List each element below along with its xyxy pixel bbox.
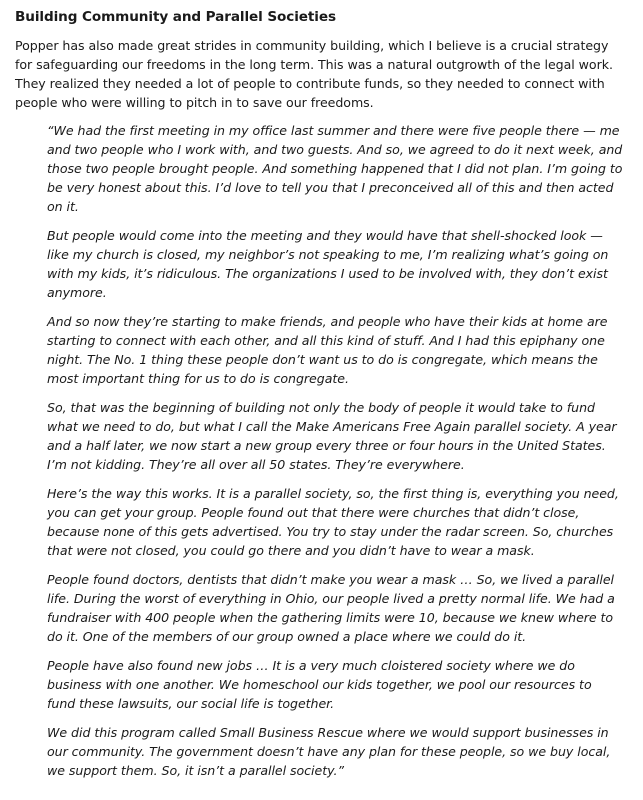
quote-paragraph: People found doctors, dentists that didn’t make you wear a mask … So, we lived a parallel life. During the worst of everything in Ohio, our people lived a pretty normal life. We had a fundraiser with 400 people when the gathering limits were 10, because we knew where to do it. One of the members of our group owned a place where we could do it. <box>47 572 615 644</box>
quote-block <box>13 121 625 780</box>
quote-paragraph: People have also found new jobs … It is a very much cloistered society where we do business with one another. We homeschool our kids together, we pool our resources to fund these lawsuits, our social life is together. <box>47 658 592 711</box>
quote-paragraph: And so now they’re starting to make friends, and people who have their kids at home are starting to connect with each other, and all this kind of stuff. And I had this epiphany one night. The No. 1 thing these people don’t want us to do is congregate, which means the most important thing for us to do is congregate. <box>47 314 608 386</box>
quote-paragraph: But people would come into the meeting and they would have that shell-shocked look — like my church is closed, my neighbor’s not speaking to me, I’m realizing what’s going on with my kids, it’s ridiculous. The organizations I used to be involved with, they don’t exist anymore. <box>47 228 609 300</box>
section-heading: Building Community and Parallel Societies <box>15 9 336 25</box>
quote-paragraph: We did this program called Small Business Rescue where we would support businesses in our community. The government doesn’t have any plan for these people, so we buy local, we support them. So, it isn’t a parallel society.” <box>47 725 611 778</box>
intro-paragraph: Popper has also made great strides in community building, which I believe is a crucial strategy for safeguarding our freedoms in the long term. This was a natural outgrowth of the legal work. They realized they needed a lot of people to contribute funds, so they needed to connect with people who were willing to pitch in to save our freedoms. <box>15 38 613 110</box>
quote-paragraph: So, that was the beginning of building not only the body of people it would take to fund what we need to do, but what I call the Make Americans Free Again parallel society. A year and a half later, we now start a new group every three or four hours in the United States. I’m not kidding. They’re all over all 50 states. They’re everywhere. <box>47 400 617 472</box>
quote-paragraph: “We had the first meeting in my office last summer and there were five people there — me and two people who I work with, and two guests. And so, we agreed to do it next week, and those two people brought people. And something happened that I did not plan. I’m going to be very honest about this. I’d love to tell you that I preconceived all of this and then acted on it. <box>47 123 623 214</box>
quote-paragraph: Here’s the way this works. It is a parallel society, so, the first thing is, everything you need, you can get your group. People found out that there were churches that didn’t close, because none of this gets advertised. You try to stay under the radar screen. So, churches that were not closed, you could go there and you didn’t have to wear a mask. <box>47 486 619 558</box>
